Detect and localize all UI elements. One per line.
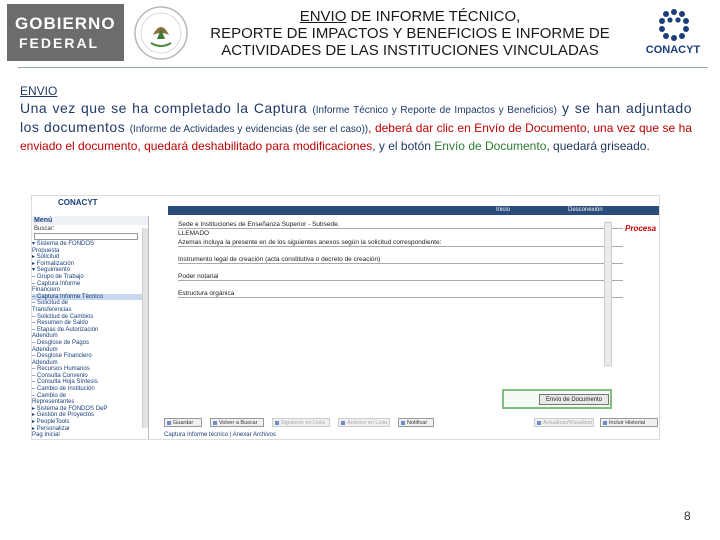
menu-item[interactable]: Representantes (32, 399, 75, 406)
menu-item[interactable]: – Etapas de Autorización (32, 326, 99, 333)
content-row: Poder notarial (178, 272, 623, 281)
title-line3: ACTIVIDADES DE LAS INSTITUCIONES VINCULADAS (221, 42, 599, 59)
menu-item[interactable]: ▾ Seguimiento (32, 267, 71, 274)
text-seg3: y se han adjuntado los documentos (20, 100, 692, 135)
menu-item[interactable]: – Captura Informe (32, 280, 81, 287)
content-gap (178, 247, 623, 255)
content-row: Instrumento legal de creación (acta constitutiva o decreto de creación) (178, 255, 623, 264)
menu-item[interactable]: Adendum (32, 346, 58, 353)
text-seg6: una vez que se ha enviado el documento, quedará deshabilitado para modificaciones (20, 121, 692, 153)
content-scrollbar[interactable] (604, 222, 612, 366)
content-gap (178, 264, 623, 272)
menu-search-label: Buscar: (34, 226, 55, 232)
menu-item[interactable]: Propuesta (32, 247, 60, 254)
menu-item[interactable]: Adendum (32, 359, 58, 366)
content-row: Estructura orgánica (178, 289, 623, 298)
nav-desconexion-link[interactable]: Desconexión (568, 207, 603, 213)
volver-buscar-button[interactable]: Volver a Buscar (210, 418, 264, 427)
menu-item[interactable]: ▸ Formalización (32, 260, 75, 267)
menu-item[interactable]: – Solicitud de (32, 300, 69, 307)
menu-item[interactable]: – Desglose Financiero (32, 353, 92, 360)
menu-item[interactable]: – Grupo de Trabajo (32, 273, 84, 280)
app-side-menu (32, 216, 149, 440)
logo-line1: GOBIERNO (15, 14, 116, 33)
app-breadcrumbs[interactable]: Captura Informe técnico | Anexar Archivos (164, 432, 276, 438)
menu-item[interactable]: – Recursos Humanos (32, 366, 90, 373)
text-seg4: (Informe de Actividades y evidencias (de ser el caso)) (129, 124, 369, 135)
menu-item[interactable]: – Solicitud de Cambios (32, 313, 94, 320)
menu-item[interactable]: – Consulta Hoja Síntesis (32, 379, 98, 386)
slide-header (0, 0, 720, 66)
instruction-text (20, 83, 692, 155)
menu-item[interactable]: ▸ Personalizar (32, 425, 71, 432)
text-seg5: , deberá dar clic en Envío de Documento, (368, 121, 594, 135)
menu-item[interactable]: Financiero (32, 287, 61, 294)
menu-item[interactable]: ▸ Sistema de FONDOS DeP (32, 405, 108, 412)
content-row: LLEMADO (178, 230, 210, 237)
gobierno-federal-logo (7, 4, 124, 61)
menu-item[interactable]: – Resumen de Saldo (32, 320, 89, 327)
menu-item[interactable]: ▾ Sistema de FONDOS (32, 241, 95, 247)
app-navbar (168, 206, 660, 215)
actualizar-visualizar-button[interactable]: Actualizar/Visualizar (534, 418, 594, 427)
text-seg7: , y el botón (372, 139, 435, 153)
nav-inicio-link[interactable]: Inicio (496, 207, 511, 213)
content-row: Sede e Instituciones de Enseñanza Superior - Subsede. (178, 220, 623, 229)
menu-item[interactable]: ▸ PeopleTools (32, 419, 70, 426)
menu-title: Menú (32, 216, 148, 225)
notificar-button[interactable]: Notificar (398, 418, 434, 427)
menu-scrollbar[interactable] (142, 228, 148, 428)
slide-title (190, 8, 630, 59)
app-toolbar (164, 418, 660, 428)
content-row: Azemas incluya la presente en de los siguientes anexos según la solicitud correspondiente: (178, 238, 623, 247)
menu-item[interactable]: – Consulta Convenio (32, 372, 88, 379)
anterior-lista-button[interactable]: Anterior en Lista (338, 418, 390, 427)
app-logo: CONACYT (58, 198, 98, 207)
text-seg8: Envío de Documento (434, 139, 547, 153)
text-seg9: , quedará griseado. (546, 139, 650, 153)
menu-tree (32, 241, 148, 439)
menu-item[interactable]: Pag Inicial (32, 432, 60, 439)
logo-line2: FEDERAL (19, 35, 100, 51)
page-number: 8 (684, 509, 691, 523)
procesa-label: Procesa (625, 224, 657, 233)
section-heading: ENVIO (20, 84, 58, 98)
title-line1-rest: DE INFORME TÉCNICO, (346, 8, 521, 25)
send-highlight-box (502, 389, 612, 409)
menu-item[interactable]: ▸ Solicitud (32, 254, 60, 261)
siguiente-lista-button[interactable]: Siguiente en Lista (272, 418, 330, 427)
menu-item[interactable]: ▸ Gestión de Proyectos (32, 412, 95, 419)
text-seg2: (Informe Técnico y Reporte de Impactos y Beneficios) (312, 105, 557, 116)
menu-item[interactable]: – Cambio de Institución (32, 386, 95, 393)
menu-item[interactable]: Transferencias (32, 306, 72, 313)
menu-item-selected[interactable]: – Captura Informe Técnico (32, 294, 148, 301)
envio-documento-button[interactable]: Envío de Documento (539, 394, 609, 405)
content-gap (178, 281, 623, 289)
incluir-historial-button[interactable]: Incluir Historial (600, 418, 658, 427)
app-content-area (178, 220, 623, 380)
menu-search-input[interactable] (34, 233, 138, 240)
menu-item[interactable]: Adendum (32, 333, 58, 340)
menu-item[interactable]: – Cambio de (32, 392, 67, 399)
mexico-seal-icon (133, 5, 189, 61)
title-line2: REPORTE DE IMPACTOS Y BENEFICIOS E INFORME DE (210, 25, 610, 42)
header-divider (18, 67, 708, 68)
guardar-button[interactable]: Guardar (164, 418, 202, 427)
text-seg1: Una vez que se ha completado la Captura (20, 100, 313, 116)
conacyt-label: CONACYT (645, 44, 701, 56)
embedded-app-screenshot (31, 195, 660, 440)
menu-item[interactable]: – Desglose de Pagos (32, 339, 90, 346)
title-envio: ENVIO (299, 8, 347, 25)
